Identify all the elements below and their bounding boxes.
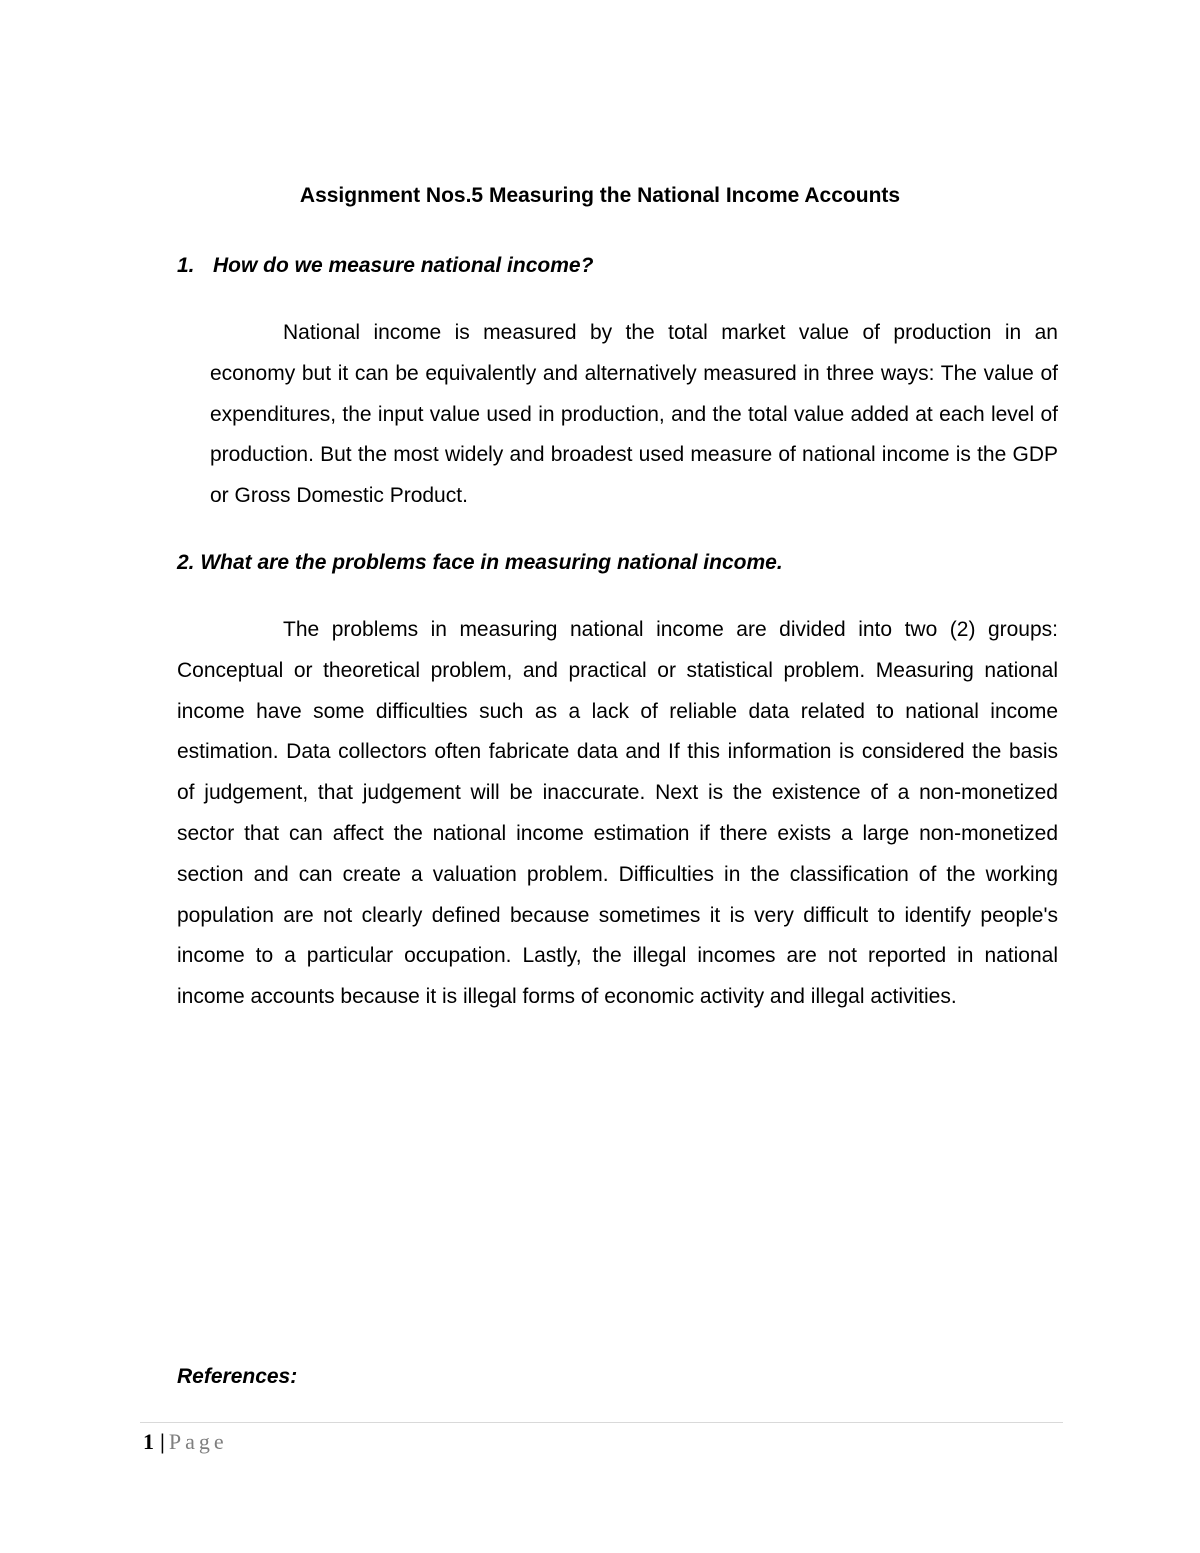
page-number: 1 xyxy=(143,1429,154,1454)
answer-1-paragraph: National income is measured by the total market value of production in an economy but it can be equivalently and alternatively measured in three ways: The value of expenditures, the input value used in production, and the total value added at each level of production. But the most widely and broadest used measure of national income is the GDP or Gross Domestic Product. xyxy=(210,321,1058,508)
page-label: Page xyxy=(168,1429,228,1454)
footer-separator: | xyxy=(160,1429,165,1454)
document-title: Assignment Nos.5 Measuring the National Income Accounts xyxy=(299,184,901,207)
references-heading: References: xyxy=(177,1365,298,1388)
question-1-text: How do we measure national income? xyxy=(213,254,594,277)
question-1-heading xyxy=(177,251,593,281)
question-1-number: 1. xyxy=(177,254,195,277)
footer-divider xyxy=(140,1422,1063,1423)
answer-2-paragraph: The problems in measuring national income are divided into two (2) groups: Conceptual or theoretical problem, and practical or statistical problem. Measuring national income have some difficulties such as a lack of reliable data related to national income estimation. Data collectors often fabricate data and If this information is considered the basis of judgement, that judgement will be inaccurate. Next is the existence of a non-monetized sector that can affect the national income estimation if there exists a large non-monetized section and can create a valuation problem. Difficulties in the classification of the working population are not clearly defined because sometimes it is very difficult to identify people's income to a particular occupation. Lastly, the illegal incomes are not reported in national income accounts because it is illegal forms of economic activity and illegal activities. xyxy=(177,618,1058,1009)
question-2-heading: 2. What are the problems face in measuring national income. xyxy=(177,551,783,574)
page-footer xyxy=(143,1427,228,1457)
